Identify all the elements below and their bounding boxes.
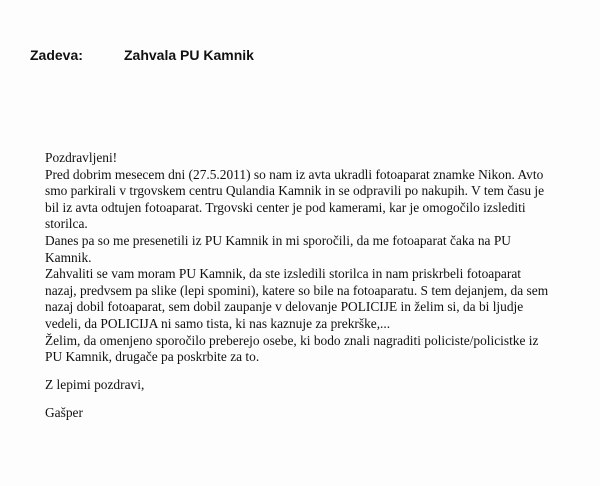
letter-body [45, 150, 565, 366]
body-line: storilca. [45, 216, 88, 232]
body-line: Zahvaliti se vam moram PU Kamnik, da ste izsledili storilca in nam priskrbeli fotoaparat [45, 266, 521, 282]
body-line: Kamnik. [45, 249, 92, 265]
body-line: PU Kamnik, drugače pa poskrbite za to. [45, 349, 260, 365]
body-line: nazaj, predvsem pa slike (lepi spomini), katere so bile na fotoaparatu. S tem dejanjem, da sem [45, 282, 549, 298]
body-line: smo parkirali v trgovskem centru Qulandia Kamnik in se odpravili po nakupih. V tem času je [45, 183, 545, 199]
subject-line [30, 47, 254, 63]
body-line: Želim, da omenjeno sporočilo preberejo osebe, ki bodo znali nagraditi policiste/policistke iz [45, 332, 539, 348]
body-line: nazaj dobil fotoaparat, sem dobil zaupanje v delovanje POLICIJE in želim si, da bi ljudje [45, 299, 524, 315]
body-line: Danes pa so me presenetili iz PU Kamnik in mi sporočili, da me fotoaparat čaka na PU [45, 232, 511, 248]
body-line: bil iz avta odtujen fotoaparat. Trgovski center je pod kamerami, kar je omogočilo izslediti [45, 199, 526, 215]
greeting: Pozdravljeni! [45, 150, 118, 165]
closing-line: Z lepimi pozdravi, [45, 377, 145, 392]
signature: Gašper [45, 405, 83, 420]
body-line: vedeli, da POLICIJA ni samo tista, ki nas kaznuje za prekrške,... [45, 315, 391, 331]
subject-label: Zadeva: [30, 47, 83, 63]
subject-title: Zahvala PU Kamnik [124, 47, 254, 63]
body-line: Pred dobrim mesecem dni (27.5.2011) so nam iz avta ukradli fotoaparat znamke Nikon. Avto [45, 166, 544, 182]
